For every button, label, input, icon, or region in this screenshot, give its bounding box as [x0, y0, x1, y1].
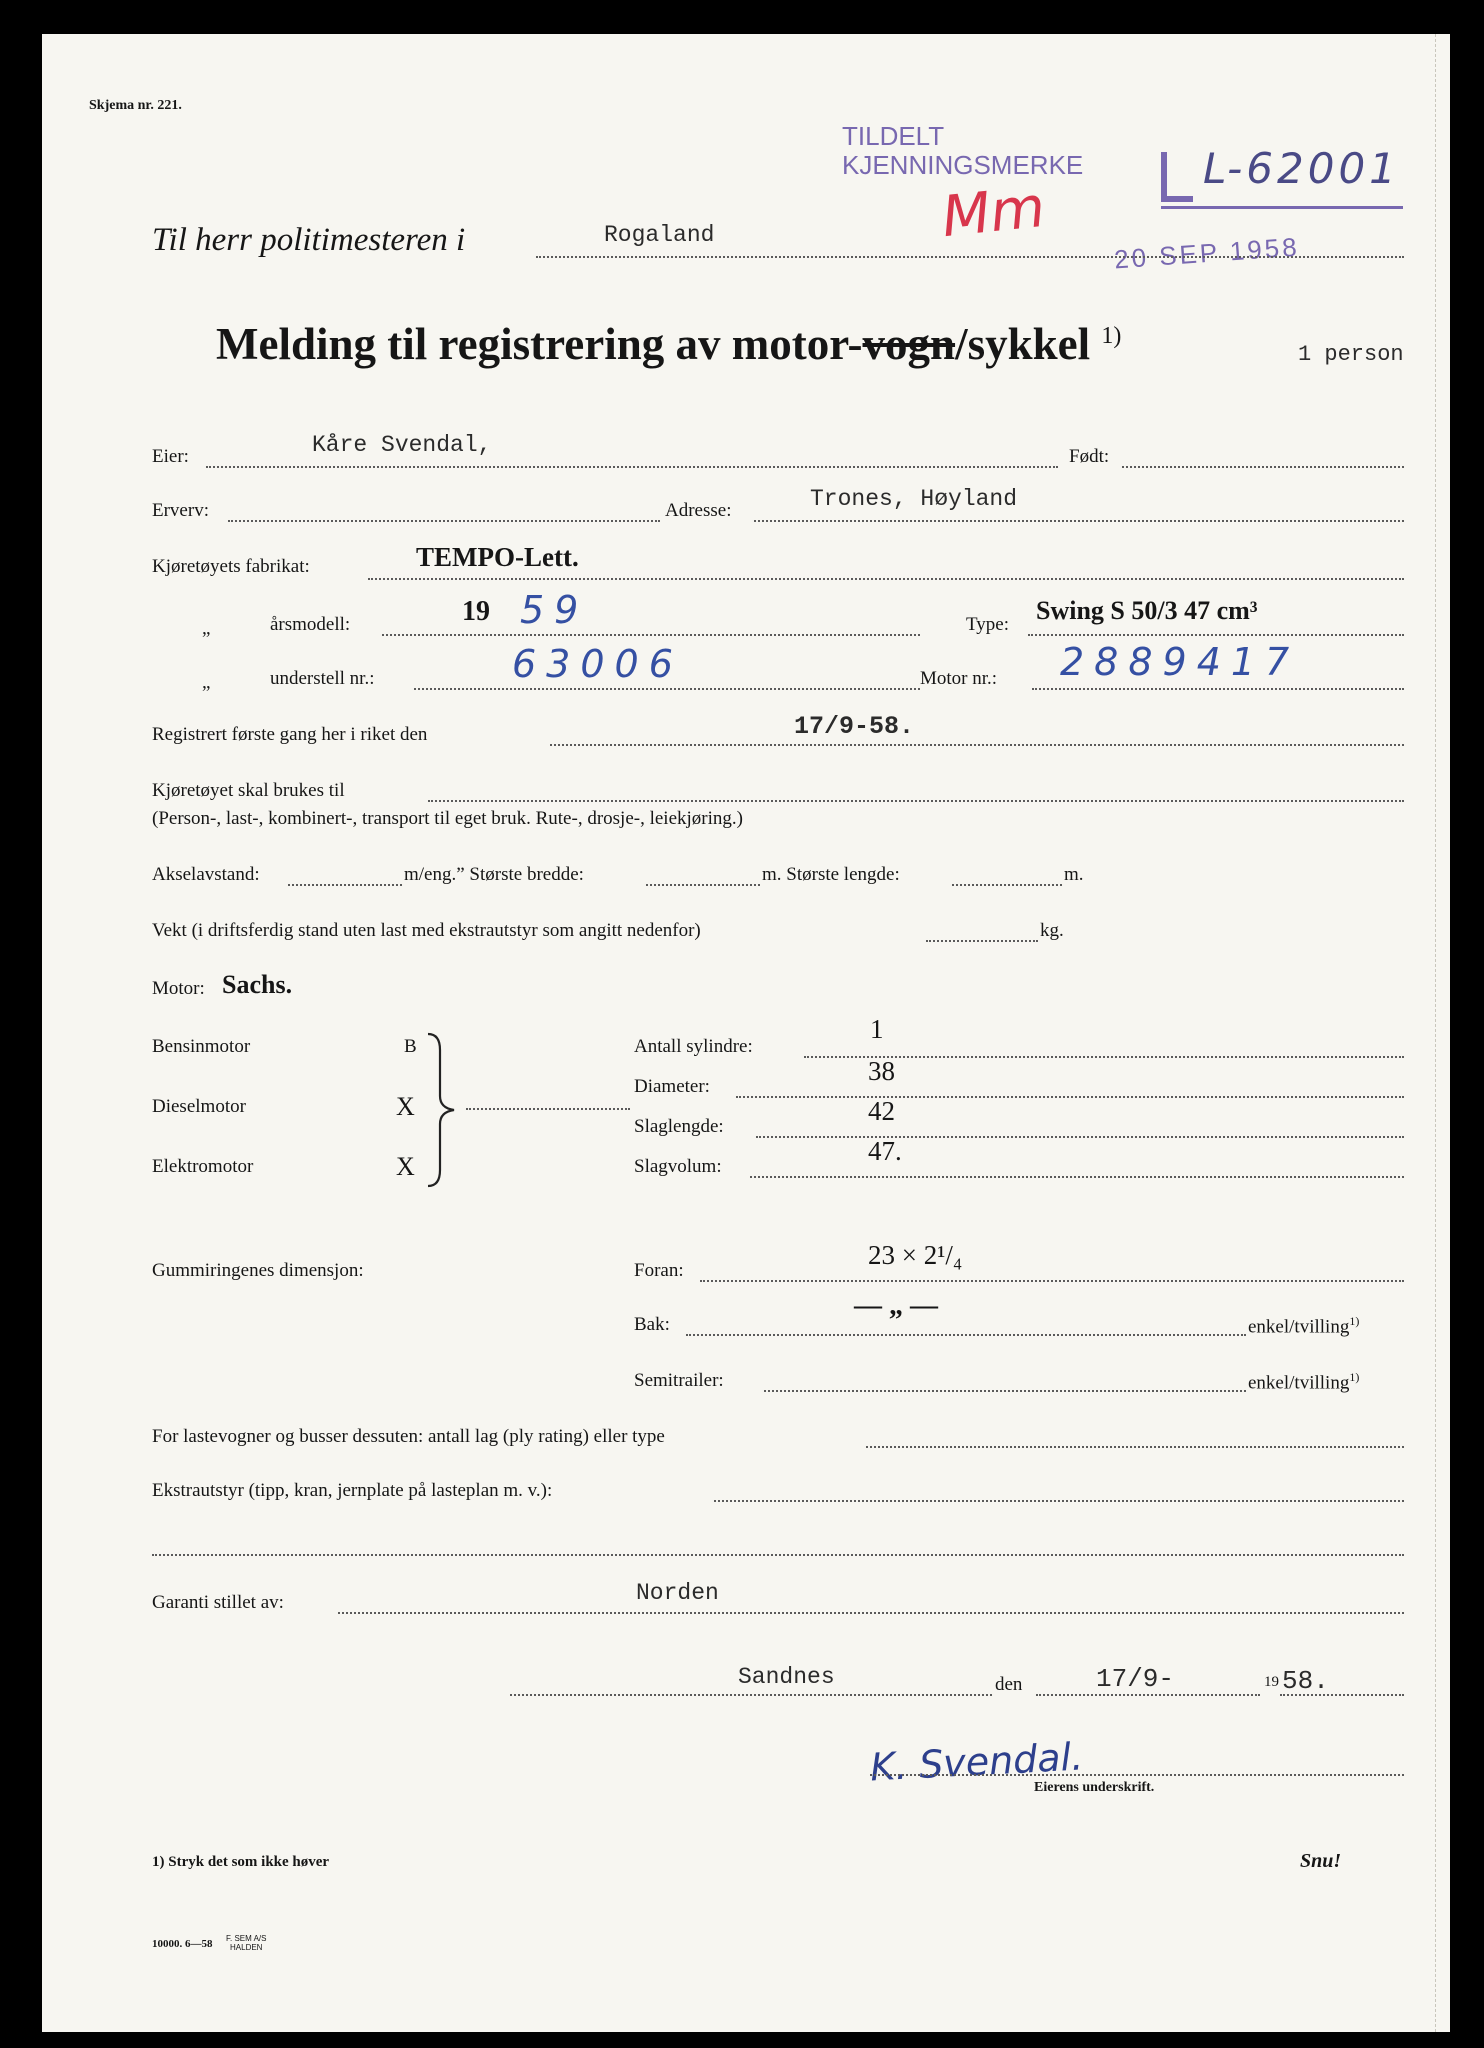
fodt-line — [1122, 466, 1404, 468]
arsmodell-label: årsmodell: — [270, 614, 351, 635]
registrert-label: Registrert første gang her i riket den — [152, 724, 428, 745]
stamp-line-2: KJENNINGSMERKE — [842, 150, 1084, 180]
fabrikat-line — [368, 578, 1404, 580]
motor-label: Motor: — [152, 978, 205, 999]
semitrailer-suffix-sup: 1) — [1349, 1370, 1360, 1384]
lengde-line — [952, 884, 1062, 886]
bak-label: Bak: — [634, 1314, 670, 1335]
ditto-mark-2: „ — [202, 672, 211, 693]
motor-type-line — [466, 1108, 630, 1110]
akselavstand-unit: m/eng.” Største bredde: — [404, 864, 584, 885]
spec-line-slagvolum — [750, 1176, 1404, 1178]
foran-value: 23 × 2¹/₄ — [868, 1240, 963, 1270]
arsmodell-line — [382, 634, 920, 636]
printer-line-1: F. SEM A/S — [226, 1934, 267, 1943]
plate-number: L-62001 — [1203, 144, 1400, 193]
bak-suffix-text: enkel/tvilling — [1248, 1316, 1350, 1338]
spec-label-slagvolum: Slagvolum: — [634, 1156, 722, 1177]
date-line — [1036, 1694, 1260, 1696]
bredde-line — [646, 884, 760, 886]
semitrailer-line — [764, 1390, 1246, 1392]
addressee-label: Til herr politimesteren i — [152, 222, 466, 258]
erverv-label: Erverv: — [152, 500, 209, 521]
erverv-line — [228, 520, 660, 522]
motor-nr-value: 2889417 — [1060, 640, 1300, 684]
place-line — [510, 1694, 992, 1696]
printer-line-2: HALDEN — [230, 1943, 263, 1952]
motor-type-letter-bensin: B — [404, 1036, 417, 1057]
type-value: Swing S 50/3 47 cm³ — [1036, 596, 1258, 625]
brukes-line — [428, 800, 1404, 802]
ekstrautstyr-line — [714, 1500, 1404, 1502]
eier-label: Eier: — [152, 446, 189, 467]
footnote: 1) Stryk det som ikke høver — [152, 1854, 330, 1870]
arsmodell-prefix: 19 — [462, 596, 490, 627]
ekstrautstyr-label: Ekstrautstyr (tipp, kran, jernplate på lasteplan m. v.): — [152, 1480, 553, 1501]
eier-line — [206, 466, 1058, 468]
plate-number-box — [1161, 144, 1403, 222]
bredde-unit: m. Største lengde: — [762, 864, 900, 885]
fabrikat-label: Kjøretøyets fabrikat: — [152, 556, 310, 577]
signature-line — [870, 1774, 1404, 1776]
district-value: Rogaland — [604, 222, 715, 248]
date-value: 17/9- — [1096, 1664, 1175, 1694]
bak-suffix-sup: 1) — [1349, 1314, 1360, 1328]
fold-line — [1435, 34, 1436, 2032]
vekt-label: Vekt (i driftsferdig stand uten last med ekstrautstyr som angitt nedenfor) — [152, 920, 701, 941]
year-prefix: 19 — [1264, 1674, 1279, 1690]
bak-line — [686, 1334, 1246, 1336]
akselavstand-label: Akselavstand: — [152, 864, 260, 885]
spec-label-sylindre: Antall sylindre: — [634, 1036, 753, 1057]
understell-line — [414, 688, 920, 690]
owner-signature: K. Svendal. — [868, 1734, 1085, 1790]
bak-suffix — [1248, 1314, 1359, 1338]
brukes-label: Kjøretøyet skal brukes til — [152, 780, 345, 801]
lastevogner-line — [866, 1446, 1404, 1448]
stamp-line-1: TILDELT — [842, 121, 945, 151]
signature-label: Eierens underskrift. — [1034, 1780, 1155, 1795]
understell-label: understell nr.: — [270, 668, 375, 689]
garanti-value: Norden — [636, 1580, 719, 1606]
fodt-label: Født: — [1069, 446, 1110, 467]
adresse-label: Adresse: — [665, 500, 732, 521]
place-value: Sandnes — [738, 1664, 835, 1690]
spec-label-diameter: Diameter: — [634, 1076, 710, 1097]
year-line — [1280, 1694, 1404, 1696]
spec-line-diameter — [736, 1096, 1404, 1098]
print-code: 10000. 6—58 — [152, 1938, 213, 1950]
title-part-2: /sykkel — [955, 319, 1091, 369]
brukes-note: (Person-, last-, kombinert-, transport til eget bruk. Rute-, drosje-, leiekjøring.) — [152, 808, 743, 829]
turn-over: Snu! — [1300, 1850, 1342, 1872]
arsmodell-hand: 59 — [520, 588, 589, 632]
title-footnote-marker: 1) — [1101, 323, 1122, 349]
spec-value-slagvolum: 47. — [868, 1136, 902, 1166]
year-value: 58. — [1282, 1666, 1329, 1696]
spec-label-slaglengde: Slaglengde: — [634, 1116, 724, 1137]
printer-mark — [226, 1934, 266, 1952]
vekt-unit: kg. — [1040, 920, 1064, 941]
lastevogner-label: For lastevogner og busser dessuten: antall lag (ply rating) eller type — [152, 1426, 665, 1447]
registrert-value: 17/9-58. — [794, 712, 915, 741]
title-part-1: Melding til registrering av motor- — [216, 319, 863, 369]
adresse-value: Trones, Høyland — [810, 486, 1018, 512]
motor-type-letter-elektro: X — [396, 1152, 415, 1181]
registrert-line — [550, 744, 1404, 746]
den-label: den — [995, 1674, 1023, 1695]
ditto-mark-1: „ — [202, 618, 211, 639]
adresse-line — [754, 520, 1404, 522]
lengde-unit: m. — [1064, 864, 1084, 885]
type-line — [1028, 634, 1404, 636]
understell-value: 63006 — [512, 642, 683, 686]
motor-type-label-bensin: Bensinmotor — [152, 1036, 251, 1057]
fabrikat-value: TEMPO-Lett. — [416, 542, 579, 572]
spec-value-diameter: 38 — [868, 1056, 895, 1086]
semitrailer-suffix — [1248, 1370, 1359, 1394]
spec-line-slaglengde — [756, 1136, 1404, 1138]
type-label: Type: — [966, 614, 1009, 635]
title-struck: vogn — [862, 319, 956, 369]
motor-value: Sachs. — [222, 970, 293, 999]
assigned-plate-stamp — [842, 122, 1083, 180]
schema-number: Skjema nr. 221. — [89, 98, 182, 113]
motor-type-label-diesel: Dieselmotor — [152, 1096, 246, 1117]
form-title — [216, 318, 1121, 370]
spec-value-slaglengde: 42 — [868, 1096, 895, 1126]
eier-value: Kåre Svendal, — [312, 432, 492, 458]
red-initials: Mm — [938, 174, 1048, 251]
akselavstand-line — [288, 884, 402, 886]
foran-label: Foran: — [634, 1260, 684, 1281]
registration-form — [42, 34, 1450, 2032]
motor-type-letter-diesel: X — [396, 1092, 415, 1121]
motor-type-brace — [424, 1030, 464, 1190]
district-line — [536, 256, 1404, 258]
semitrailer-suffix-text: enkel/tvilling — [1248, 1372, 1350, 1394]
motor-type-label-elektro: Elektromotor — [152, 1156, 254, 1177]
title-note: 1 person — [1298, 342, 1404, 367]
bak-value: — „ — — [854, 1290, 938, 1321]
motor-nr-label: Motor nr.: — [920, 668, 998, 689]
ekstrautstyr-line-2 — [152, 1554, 1404, 1556]
spec-value-sylindre: 1 — [870, 1014, 884, 1044]
vekt-line — [926, 940, 1038, 942]
stamp-date: 20 SEP 1958 — [1113, 231, 1301, 275]
semitrailer-label: Semitrailer: — [634, 1370, 724, 1391]
foran-line — [700, 1280, 1404, 1282]
garanti-line — [338, 1612, 1404, 1614]
tires-label: Gummiringenes dimensjon: — [152, 1260, 364, 1281]
garanti-label: Garanti stillet av: — [152, 1592, 284, 1613]
motor-nr-line — [1032, 688, 1404, 690]
